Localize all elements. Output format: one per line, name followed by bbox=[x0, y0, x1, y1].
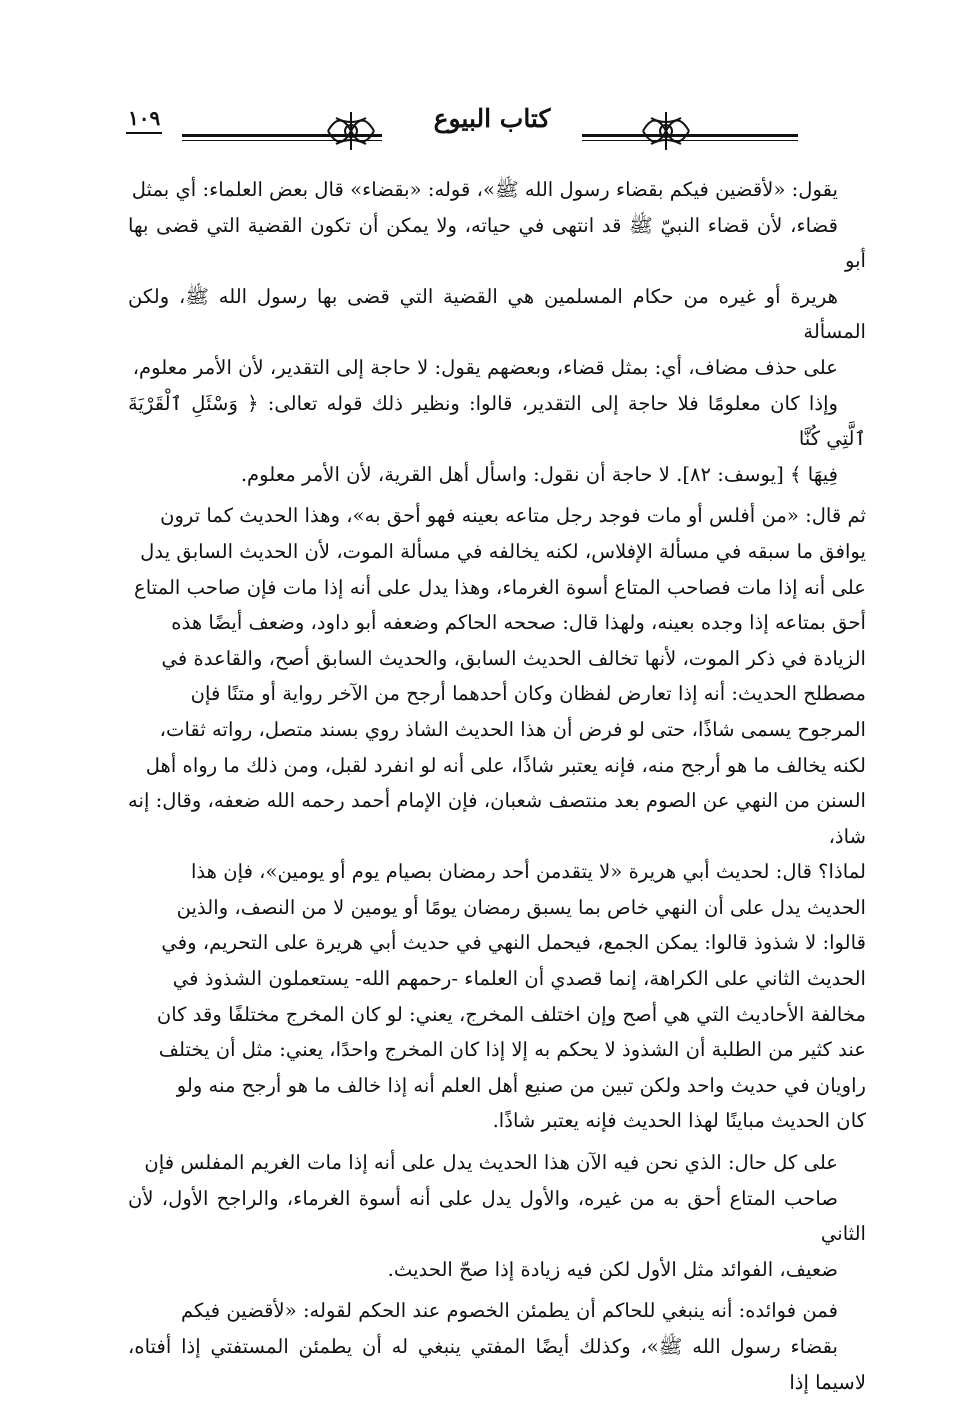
chapter-title: كتاب البيوع bbox=[433, 104, 551, 133]
text-line: لماذا؟ قال: لحديث أبي هريرة «لا يتقدمن أحد رمضان بصيام يوم أو يومين»، فإن هذا bbox=[190, 860, 866, 884]
text-line: على كل حال: الذي نحن فيه الآن هذا الحديث يدل على أنه إذا مات الغريم المفلس فإن bbox=[144, 1151, 838, 1175]
ornament-right-icon bbox=[637, 104, 695, 158]
text-line: السنن من النهي عن الصوم بعد منتصف شعبان، فإن الإمام أحمد رحمه الله ضعفه، وقال: إنه شاذ، bbox=[128, 789, 866, 848]
text-line: فِيهَا ﴾ [يوسف: ٨٢]. لا حاجة أن نقول: واسأل أهل القرية، لأن الأمر معلوم. bbox=[240, 462, 838, 486]
body-text bbox=[128, 172, 866, 1406]
text-line: الحديث يدل على أن النهي خاص بما يسبق رمضان يومًا أو يومين لا من النصف، والذين bbox=[176, 895, 866, 919]
text-line: قضاء، لأن قضاء النبيّ ﷺ قد انتهى في حياته، ولا يمكن أن تكون القضية التي قضى بها أبو bbox=[128, 213, 866, 273]
text-line: مخالفة الأحاديث التي هي أصح وإن اختلف المخرج، يعني: لو كان المخرج مختلفًا وقد كان bbox=[156, 1002, 866, 1026]
text-line: ثم قال: «من أفلس أو مات فوجد رجل متاعه بعينه فهو أحق به»، وهذا الحديث كما ترون bbox=[160, 504, 866, 528]
text-line: لكنه يخالف ما هو أرجح منه، فإنه يعتبر شاذًا، على أنه لو انفرد لقبل، ومن ذلك ما رواه أهل bbox=[145, 753, 866, 777]
text-line: على حذف مضاف، أي: بمثل قضاء، وبعضهم يقول: لا حاجة إلى التقدير، لأن الأمر معلوم، bbox=[132, 355, 838, 379]
page-header bbox=[112, 100, 868, 158]
page-number: ١٠٩ bbox=[126, 106, 162, 134]
paragraph-4 bbox=[128, 1293, 866, 1400]
text-line: الحديث الثاني على الكراهة، إنما قصدي أن العلماء -رحمهم الله- يستعملون الشذوذ في bbox=[172, 967, 866, 991]
paragraph-1 bbox=[128, 172, 866, 492]
text-line: وإذا كان معلومًا فلا حاجة إلى التقدير، قالوا: ونظير ذلك قوله تعالى: ﴿ وَسْئَلِ ٱلْقَرْيَةَ ٱلَّتِي كُنَّا bbox=[128, 391, 866, 451]
text-line: ضعيف، الفوائد مثل الأول لكن فيه زيادة إذا صحّ الحديث. bbox=[387, 1257, 838, 1281]
text-line: كان الحديث مباينًا لهذا الحديث فإنه يعتبر شاذًا. bbox=[492, 1109, 866, 1133]
text-line: فمن فوائده: أنه ينبغي للحاكم أن يطمئن الخصوم عند الحكم لقوله: «لأقضين فيكم bbox=[181, 1299, 838, 1323]
text-line: مصطلح الحديث: أنه إذا تعارض لفظان وكان أحدهما أرجح من الآخر رواية أو متنًا فإن bbox=[190, 682, 866, 706]
text-line: يقول: «لأقضين فيكم بقضاء رسول الله ﷺ»، قوله: «بقضاء» قال بعض العلماء: أي بمثل bbox=[131, 178, 838, 201]
text-line: بقضاء رسول الله ﷺ»، وكذلك أيضًا المفتي ينبغي له أن يطمئن المستفتي إذا أفتاه، لاسيما إذا bbox=[128, 1335, 866, 1394]
text-line: هريرة أو غيره من حكام المسلمين هي القضية التي قضى بها رسول الله ﷺ، ولكن المسألة bbox=[128, 284, 866, 344]
text-line: صاحب المتاع أحق به من غيره، والأول يدل على أنه أسوة الغرماء، والراجح الأول، لأن الثاني bbox=[128, 1186, 866, 1246]
paragraph-2 bbox=[128, 498, 866, 1139]
header-rule-right bbox=[582, 134, 798, 137]
ornament-left-icon bbox=[322, 104, 380, 158]
text-line: قالوا: لا شذوذ قالوا: يمكن الجمع، فيحمل النهي في حديث أبي هريرة على التحريم، وفي bbox=[161, 931, 866, 955]
text-line: أحق بمتاعه إذا وجده بعينه، ولهذا قال: صححه الحاكم وضعفه أبو داود، وضعف أيضًا هذه bbox=[171, 611, 866, 635]
text-line: المرجوح يسمى شاذًا، حتى لو فرض أن هذا الحديث الشاذ روي بسند متصل، رواته ثقات، bbox=[159, 717, 866, 741]
text-line: راويان في حديث واحد ولكن تبين من صنيع أهل العلم أنه إذا خالف ما هو أرجح منه ولو bbox=[176, 1073, 866, 1097]
header-rule-right-thin bbox=[582, 140, 798, 141]
text-line: عند كثير من الطلبة أن الشذوذ لا يحكم به إلا إذا كان المخرج واحدًا، يعني: مثل أن يختلف bbox=[158, 1038, 866, 1062]
text-line: على أنه إذا مات فصاحب المتاع أسوة الغرماء، وهذا يدل على أنه إذا مات فإن صاحب المتاع bbox=[134, 575, 866, 599]
text-line: يوافق ما سبقه في مسألة الإفلاس، لكنه يخالفه في مسألة الموت، لأن الحديث السابق يدل bbox=[140, 539, 866, 563]
paragraph-3 bbox=[128, 1145, 866, 1287]
text-line: الزيادة في ذكر الموت، لأنها تخالف الحديث السابق، والحديث السابق أصح، والقاعدة في bbox=[161, 646, 866, 670]
